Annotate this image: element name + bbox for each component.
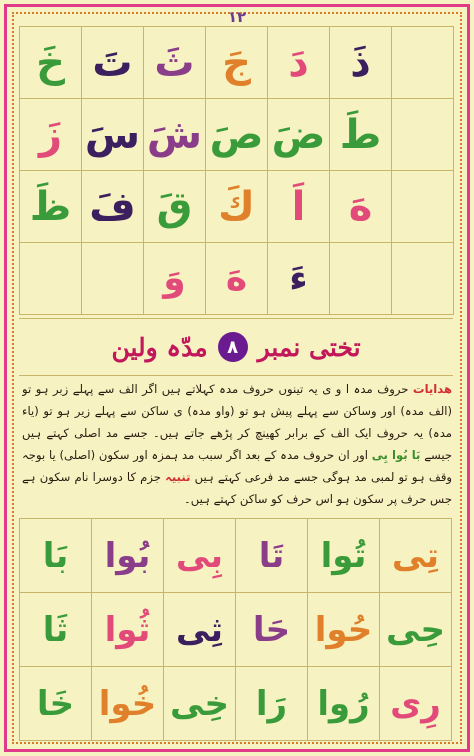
letter-cell: جَ	[206, 27, 268, 99]
letter-cell: دَ	[268, 27, 330, 99]
letter-cell: هَ	[206, 243, 268, 315]
syllable-cell: رَا	[236, 667, 308, 741]
syllable-cell: بِی	[164, 519, 236, 593]
letter-cell: زَ	[20, 99, 82, 171]
syllable-cell: تِی	[380, 519, 452, 593]
syllable-cell: حِی	[380, 593, 452, 667]
syllable-cell: حَا	[236, 593, 308, 667]
instructions-para3: جزم کا دوسرا نام سکون ہے جس حرف پر سکون ہو اس حرف کو ساکن کہتے ہیں۔	[22, 470, 452, 506]
letter-cell: خَ	[20, 27, 82, 99]
lesson-subtitle: مدّہ ولین	[111, 332, 208, 362]
letter-cell: ظَ	[20, 171, 82, 243]
syllable-cell: ثُوا	[92, 593, 164, 667]
lesson-number-badge: ٨	[218, 332, 248, 362]
syllable-cell: خُوا	[92, 667, 164, 741]
syllable-cell: بَا	[20, 519, 92, 593]
syllable-cell: ثَا	[20, 593, 92, 667]
letter-cell: ءَ	[268, 243, 330, 315]
syllable-cell: تُوا	[308, 519, 380, 593]
letter-cell: ثَ	[144, 27, 206, 99]
syllables-grid	[19, 518, 452, 741]
letter-cell: ضَ	[268, 99, 330, 171]
letter-cell: سَ	[82, 99, 144, 171]
letter-cell: هَ	[330, 171, 392, 243]
letter-cell: فَ	[82, 171, 144, 243]
letter-cell: وَ	[144, 243, 206, 315]
syllable-cell: خِی	[164, 667, 236, 741]
instructions-label: ھدایات	[412, 382, 452, 396]
instructions-para1: حروف مدہ ا و ی یہ تینوں حروف مدہ کہلاتے ہیں اگر الف سے پہلے زبر ہو تو (الف مدہ) اور وساکن سے پہلے پیش ہو تو (واو مدہ) ی ساکن سے پہلے زیر ہو تو (یاء مدہ) یہ حروف ایک الف کے برابر کھینچ کر پڑھے جاتے ہیں۔ جسے مد اصلی کہتے ہیں جیسے	[22, 382, 452, 462]
syllable-cell: حُوا	[308, 593, 380, 667]
letter-cell	[330, 243, 392, 315]
letter-cell: كَ	[206, 171, 268, 243]
letter-cell	[392, 99, 454, 171]
syllable-cell: خَا	[20, 667, 92, 741]
letter-cell	[82, 243, 144, 315]
lesson-title: تختی نمبر	[257, 332, 361, 362]
instructions-text	[22, 378, 452, 516]
letters-grid-top	[19, 26, 454, 243]
letter-cell: تَ	[82, 27, 144, 99]
syllable-cell: رُوا	[308, 667, 380, 741]
syllable-cell: تَا	[236, 519, 308, 593]
letter-cell	[392, 243, 454, 315]
letter-cell	[392, 27, 454, 99]
letter-cell: شَ	[144, 99, 206, 171]
warning-label: تنبیہ	[165, 470, 191, 484]
letter-cell: صَ	[206, 99, 268, 171]
letter-cell	[20, 243, 82, 315]
syllable-cell: رِی	[380, 667, 452, 741]
letter-cell: قَ	[144, 171, 206, 243]
lesson-title-banner	[19, 318, 453, 376]
syllable-cell: بُوا	[92, 519, 164, 593]
letter-cell: ذَ	[330, 27, 392, 99]
letter-cell: طَ	[330, 99, 392, 171]
instructions-example: بَا بُوا بِی	[371, 448, 421, 462]
letter-cell: اَ	[268, 171, 330, 243]
letter-cell	[392, 171, 454, 243]
letters-grid-middle	[19, 242, 454, 315]
syllable-cell: ثِی	[164, 593, 236, 667]
page-number: ١٢	[227, 8, 247, 26]
instructions-para2: اور ان حروف مدہ کے بعد اگر سبب مد ہمزہ اور سکون (اصلی) یا بوجہ وقف ہو تو لمبی مد ہوگی جسے مد فرعی کہتے ہیں	[22, 448, 452, 484]
